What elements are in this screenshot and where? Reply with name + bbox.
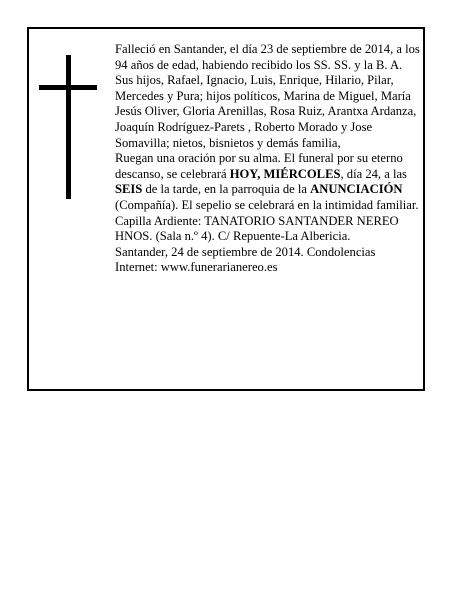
funeral-text-4: (Compañía). El sepelio se celebrará en la intimidad familiar. Capilla Ardiente: TANATORIO SANTANDER NEREO HNOS. (Sala n.º 4). C/ Repuente-La Albericia. (115, 197, 419, 244)
funeral-text-2: , día 24, a las (340, 166, 407, 181)
cross-icon (39, 55, 97, 199)
notice-death-paragraph: Falleció en Santander, el día 23 de septiembre de 2014, a los 94 años de edad, habiendo recibido los SS. SS. y la B. A. (115, 42, 420, 72)
funeral-hour: SEIS (115, 182, 143, 197)
notice-body (115, 42, 421, 276)
funeral-text-3: de la tarde, en la parroquia de la (142, 182, 311, 197)
notice-funeral-paragraph (115, 151, 421, 245)
cross-vertical-bar (66, 55, 71, 199)
notice-family-paragraph: Sus hijos, Rafael, Ignacio, Luis, Enrique, Hilario, Pilar, Mercedes y Pura; hijos políticos, Marina de Miguel, María Jesús Oliver, Gloria Arenillas, Rosa Ruiz, Arantxa Ardanza, Joaquín Rodríguez-Parets , Roberto Morado y Jose Somavilla; nietos, bisnietos y demás familia, (115, 73, 417, 150)
funeral-day: HOY, MIÉRCOLES (229, 166, 341, 181)
funeral-parish: ANUNCIACIÓN (310, 182, 403, 197)
cross-horizontal-bar (39, 85, 97, 90)
obituary-notice (27, 27, 425, 391)
notice-date-paragraph: Santander, 24 de septiembre de 2014. Condolencias Internet: www.funerarianereo.es (115, 244, 376, 275)
funeral-text-1: Ruegan una oración por su alma. El funeral por su eterno descanso, se celebrará (115, 151, 403, 181)
